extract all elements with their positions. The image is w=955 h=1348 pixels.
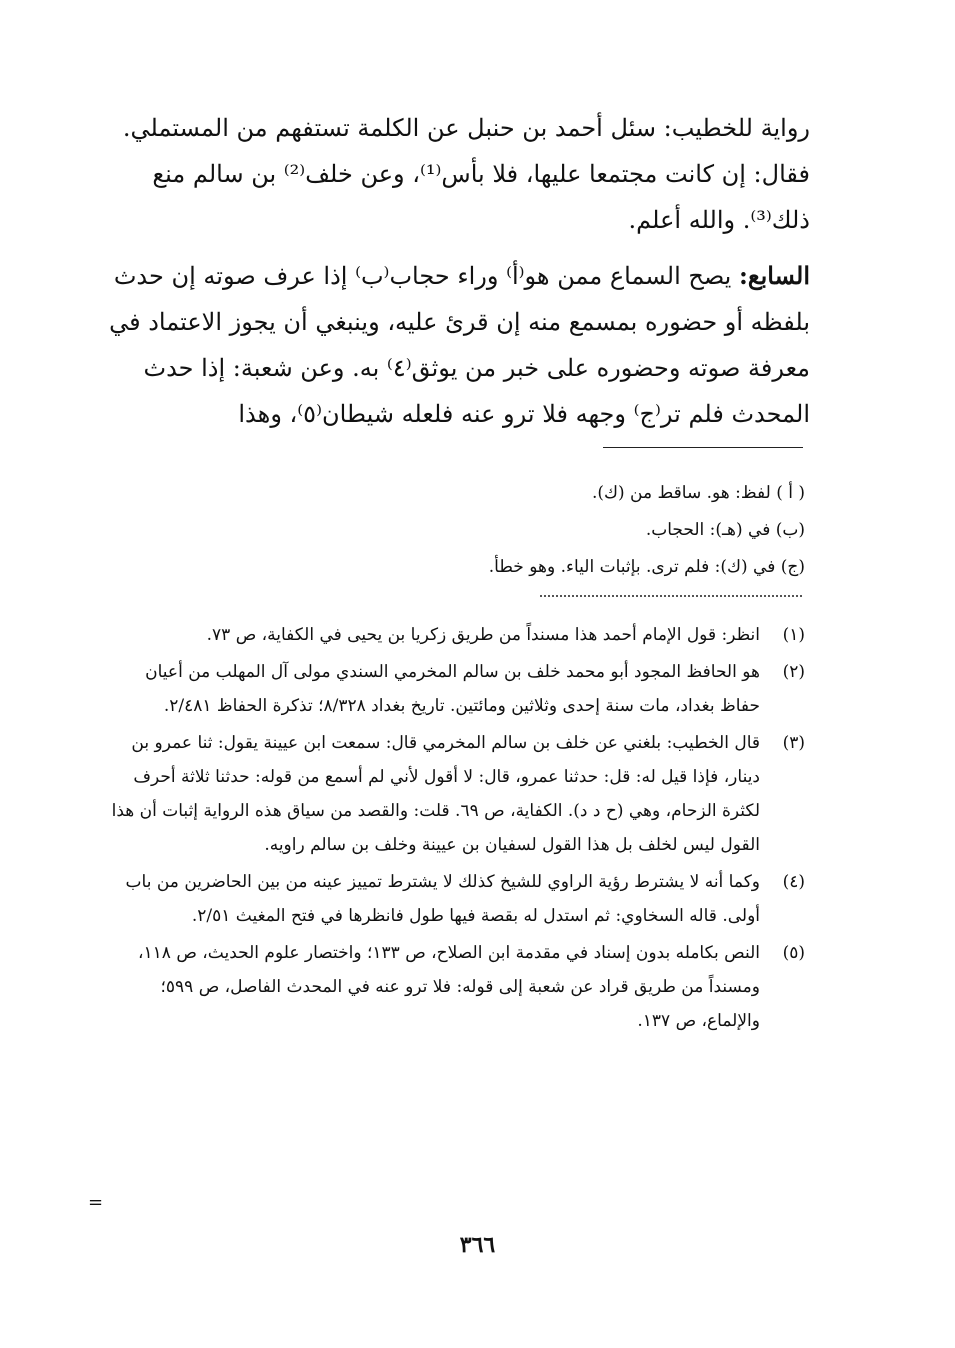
footnote xyxy=(108,865,805,933)
footnote-separator-line xyxy=(603,447,803,448)
footnote-number: (٣) xyxy=(782,733,805,753)
footnote-number: (٤) xyxy=(782,872,805,892)
paragraph-2 xyxy=(100,253,810,437)
paragraph-1: رواية للخطيب: سئل أحمد بن حنبل عن الكلمة تستفهم من المستملي. فقال: إن كانت مجتمعا عليها، فلا بأس⁽¹⁾، وعن خلف⁽²⁾ بن سالم منع ذلك⁽³⁾. والله أعلم. xyxy=(122,114,810,234)
variant-notes xyxy=(400,475,805,586)
footnote xyxy=(108,655,805,723)
page-number: ٣٦٦ xyxy=(459,1232,496,1258)
paragraph-2-body: يصح السماع ممن هو⁽أ⁾ وراء حجاب⁽ب⁾ إذا عرف صوته إن حدث بلفظه أو حضوره بمسمع منه إن قرئ عليه، وينبغي أن يجوز الاعتماد في معرفة صوته وحضوره على خبر من يوثق⁽٤⁾ به. وعن شعبة: إذا حدث المحدث فلم تر⁽ج⁾ وجهه فلا ترو عنه فلعله شيطان⁽٥⁾، وهذا xyxy=(109,262,810,428)
footnote-number: (٢) xyxy=(782,662,805,682)
footnote-number: (١) xyxy=(782,625,805,645)
footnotes xyxy=(108,618,805,1041)
footnote-text: وكما أنه لا يشترط رؤية الراوي للشيخ كذلك لا يشترط تمييز عينه من بين الحاضرين من باب أولى. قاله السخاوي: ثم استدل له بقصة فيها طول فانظرها في فتح المغيث ٢/٥١. xyxy=(125,872,760,926)
footnote xyxy=(108,726,805,862)
footnote-text: هو الحافظ المجود أبو محمد خلف بن سالم المخرمي السندي مولى آل المهلب من أعيان حفاظ بغداد، مات سنة إحدى وثلاثين ومائتين. تاريخ بغداد ٨/٣٢٨؛ تذكرة الحفاظ ٢/٤٨١. xyxy=(145,662,760,716)
variant-note: (ب) في (هـ): الحجاب. xyxy=(645,520,805,540)
footnote-text: انظر: قول الإمام أحمد هذا مسنداً من طريق زكريا بن يحيى في الكفاية، ص ٧٣. xyxy=(206,625,760,645)
continuation-mark: = xyxy=(88,1192,104,1213)
footnote-number: (٥) xyxy=(782,943,805,963)
main-text xyxy=(100,105,810,437)
footnote xyxy=(108,618,805,652)
footnote xyxy=(108,936,805,1038)
variant-note: (ج) في (ك): فلم ترى. بإثبات الياء. وهو خطأ. xyxy=(488,557,805,577)
footnote-text: قال الخطيب: بلغني عن خلف بن سالم المخرمي قال: سمعت ابن عيينة يقول: ثنا عمرو بن دينار، فإذا قيل له: قل: حدثنا عمرو، قال: لا أقول لأني لم أسمع من قوله: حدثنا ثلاثة أحرف لكثرة الزحام، وهي (ح د د). الكفاية، ص ٦٩. قلت: والقصد من سياق هذه الرواية إثبات أن هذا القول ليس لخلف بل هذا القول لسفيان بن عيينة وخلف بن سالم راويه. xyxy=(111,733,760,855)
variant-note: ( أ ) لفظ: هو. ساقط من (ك). xyxy=(591,483,805,503)
paragraph-heading: السابع: xyxy=(738,261,810,290)
dotted-separator xyxy=(540,595,802,597)
footnote-text: النص بكامله بدون إسناد في مقدمة ابن الصلاح، ص ١٣٣؛ واختصار علوم الحديث، ص ١١٨، ومسنداً من طريق قراد عن شعبة إلى قوله: فلا ترو عنه في المحدث الفاصل، ص ٥٩٩؛ والإلماع، ص ١٣٧. xyxy=(138,943,760,1031)
